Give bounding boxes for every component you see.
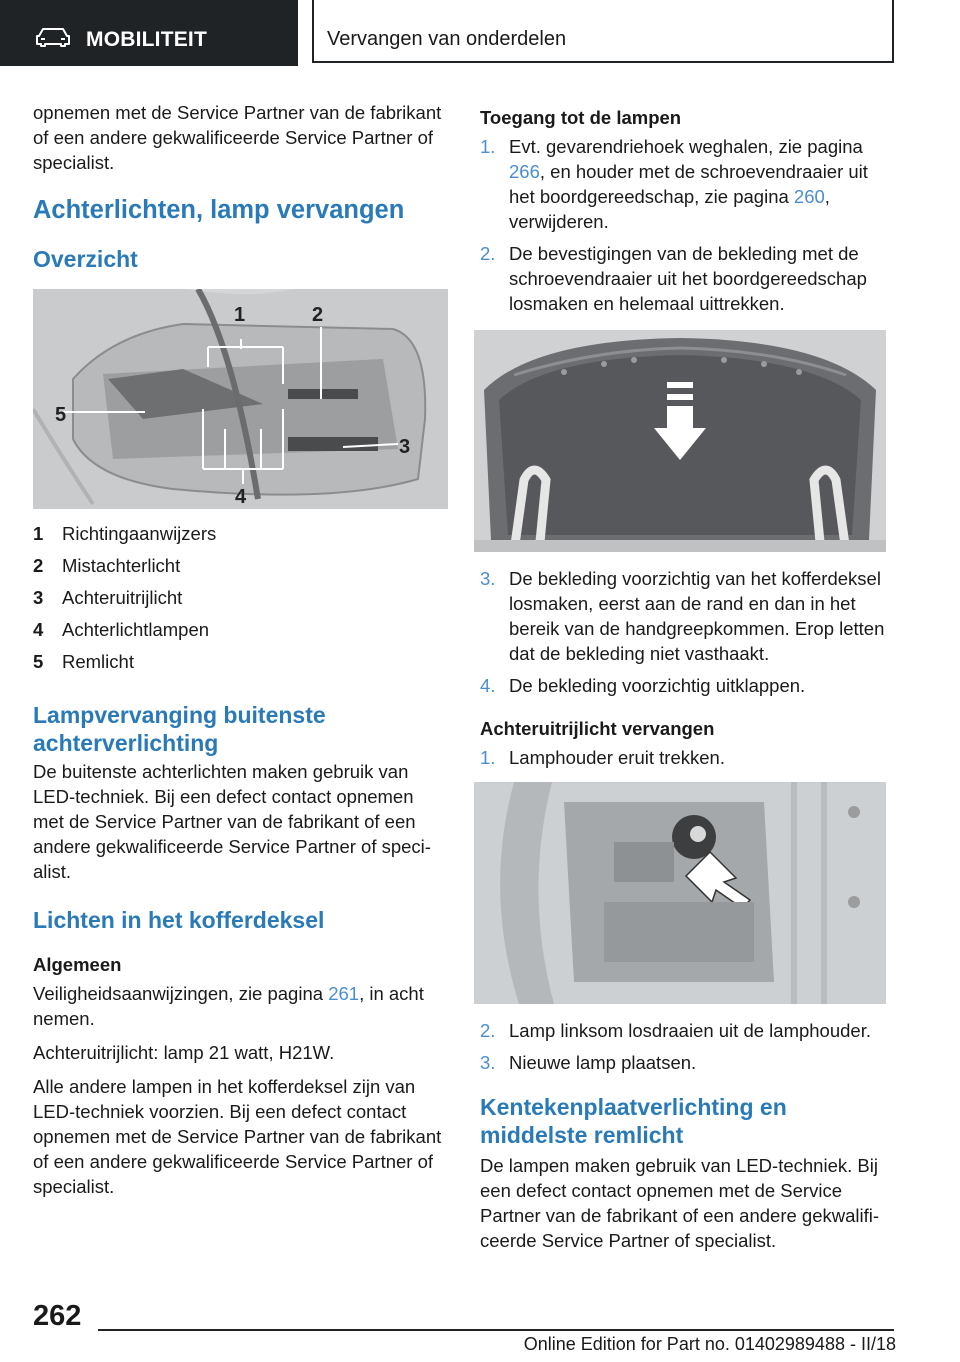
- step-number: 2.: [480, 1020, 496, 1041]
- heading-rear-lights: Achterlichten, lamp vervangen: [33, 196, 405, 224]
- step-number: 3.: [480, 568, 496, 589]
- section-tab[interactable]: [0, 0, 298, 66]
- page-number: 262: [33, 1300, 82, 1332]
- list-item: [480, 566, 892, 666]
- reverse-steps: [480, 745, 892, 770]
- heading-outer-lights: Lampvervanging buitenste achterverlichting: [33, 702, 326, 756]
- reverse-lamp-spec: Achteruitrijlicht: lamp 21 watt, H21W.: [33, 1042, 335, 1063]
- legend-text: Remlicht: [62, 651, 134, 672]
- figure-label-2: 2: [312, 304, 324, 326]
- list-item: [480, 673, 892, 698]
- right-column: [480, 100, 892, 1262]
- legend-number: 4: [33, 619, 44, 640]
- list-item: [480, 1050, 892, 1075]
- figure-label-4: 4: [235, 486, 247, 508]
- step-text: Nieuwe lamp plaatsen.: [509, 1052, 697, 1073]
- trunk-lid-figure: [474, 330, 886, 552]
- safety-text: Veiligheidsaanwijzingen, zie pagina: [33, 983, 329, 1004]
- lamp-holder-illustration: [474, 782, 886, 1004]
- legend-number: 1: [33, 523, 44, 544]
- list-item: [480, 745, 892, 770]
- legend-text: Richtingaanwijzers: [62, 523, 217, 544]
- other-lamps-text: Alle andere lampen in het kofferdeksel zijn van LED-techniek voorzien. Bij een defect contact opnemen met de Service Partner van de fabrikant of een andere gekwalificeerde Service Partner of specialist.: [33, 1076, 442, 1197]
- legend-item: [33, 649, 448, 681]
- legend-item: [33, 585, 448, 617]
- figure-label-3: 3: [399, 436, 411, 458]
- step-text: De bevestigingen van de bekleding met de schroevendraaier uit het boordgereedschap losmaken en helemaal uittrekken.: [509, 243, 867, 314]
- section-tab-label: MOBILITEIT: [86, 28, 207, 51]
- legend-number: 2: [33, 555, 44, 576]
- lamp-holder-figure: [474, 782, 886, 1004]
- safety-text-end: , in acht nemen.: [33, 983, 424, 1029]
- intro-paragraph: opnemen met de Service Partner van de fabrikant of een andere gekwalificeerde Service Partner of specialist.: [33, 102, 442, 173]
- heading-trunk-lights: Lichten in het kofferdeksel: [33, 907, 325, 933]
- plate-lighting-text: De lampen maken gebruik van LED-techniek. Bij een defect contact opnemen met de Service Partner van de fabrikant of een andere gekwalificeerde Service Partner of specialist.: [480, 1155, 880, 1251]
- page-link-266[interactable]: 266: [509, 161, 540, 182]
- step-text: Evt. gevarendriehoek weghalen, zie pagina: [509, 136, 863, 157]
- legend-item: [33, 553, 448, 585]
- footer-edition: Online Edition for Part no. 01402989488 - II/18: [523, 1334, 896, 1354]
- outer-lights-text: De buitenste achterlichten maken gebruik van LED-techniek. Bij een defect contact opnemen met de Service Partner van de fabrikant of een andere gekwalificeerde Service Partner of specialist.: [33, 761, 431, 882]
- legend-item: [33, 521, 448, 553]
- list-item: [480, 1018, 892, 1043]
- legend-text: Mistachterlicht: [62, 555, 181, 576]
- step-text: , en houder met de schroevendraaier uit het boordgereedschap, zie pagina: [509, 161, 868, 207]
- taillight-illustration: [33, 289, 448, 509]
- figure-label-1: 1: [234, 304, 246, 326]
- taillight-figure: [33, 289, 448, 509]
- step-text: Lamphouder eruit trekken.: [509, 747, 725, 768]
- page-link-260[interactable]: 260: [793, 186, 825, 207]
- trunk-lid-illustration: [474, 330, 886, 552]
- page-link-261[interactable]: 261: [328, 983, 360, 1004]
- legend-text: Achterlichtlampen: [62, 619, 210, 640]
- left-column: [33, 100, 448, 1208]
- step-text: Lamp linksom losdraaien uit de lamphouder.: [509, 1020, 871, 1041]
- car-icon: [36, 27, 70, 47]
- heading-plate-lighting: Kentekenplaatverlichting en middelste remlicht: [480, 1094, 787, 1148]
- safety-paragraph: [33, 981, 448, 1031]
- access-steps-continued: [480, 566, 892, 698]
- heading-reverse-light: Achteruitrijlicht vervangen: [480, 718, 715, 739]
- figure-label-5: 5: [55, 404, 67, 426]
- legend-number: 3: [33, 587, 44, 608]
- heading-access: Toegang tot de lampen: [480, 107, 682, 128]
- footer-divider: [98, 1329, 894, 1331]
- step-text: De bekleding voorzichtig van het kofferdeksel losmaken, eerst aan de rand en dan in het bereik van de handgreepkommen. Erop letten dat de bekleding niet vasthaakt.: [509, 568, 885, 664]
- list-item: [480, 241, 892, 316]
- heading-general: Algemeen: [33, 954, 122, 975]
- step-number: 3.: [480, 1052, 496, 1073]
- reverse-steps-continued: [480, 1018, 892, 1075]
- step-number: 1.: [480, 747, 496, 768]
- step-text: De bekleding voorzichtig uitklappen.: [509, 675, 806, 696]
- step-number: 4.: [480, 675, 496, 696]
- legend-item: [33, 617, 448, 649]
- chapter-title: Vervangen van onderdelen: [327, 28, 567, 50]
- step-text: , verwijderen.: [509, 186, 830, 232]
- chapter-tab: [312, 0, 894, 63]
- legend-number: 5: [33, 651, 44, 672]
- access-steps: [480, 134, 892, 316]
- legend-text: Achteruitrijlicht: [62, 587, 183, 608]
- step-number: 1.: [480, 136, 496, 157]
- heading-overview: Overzicht: [33, 246, 138, 272]
- figure-legend: [33, 521, 448, 681]
- list-item: [480, 134, 892, 234]
- page-header: [0, 0, 960, 66]
- step-number: 2.: [480, 243, 496, 264]
